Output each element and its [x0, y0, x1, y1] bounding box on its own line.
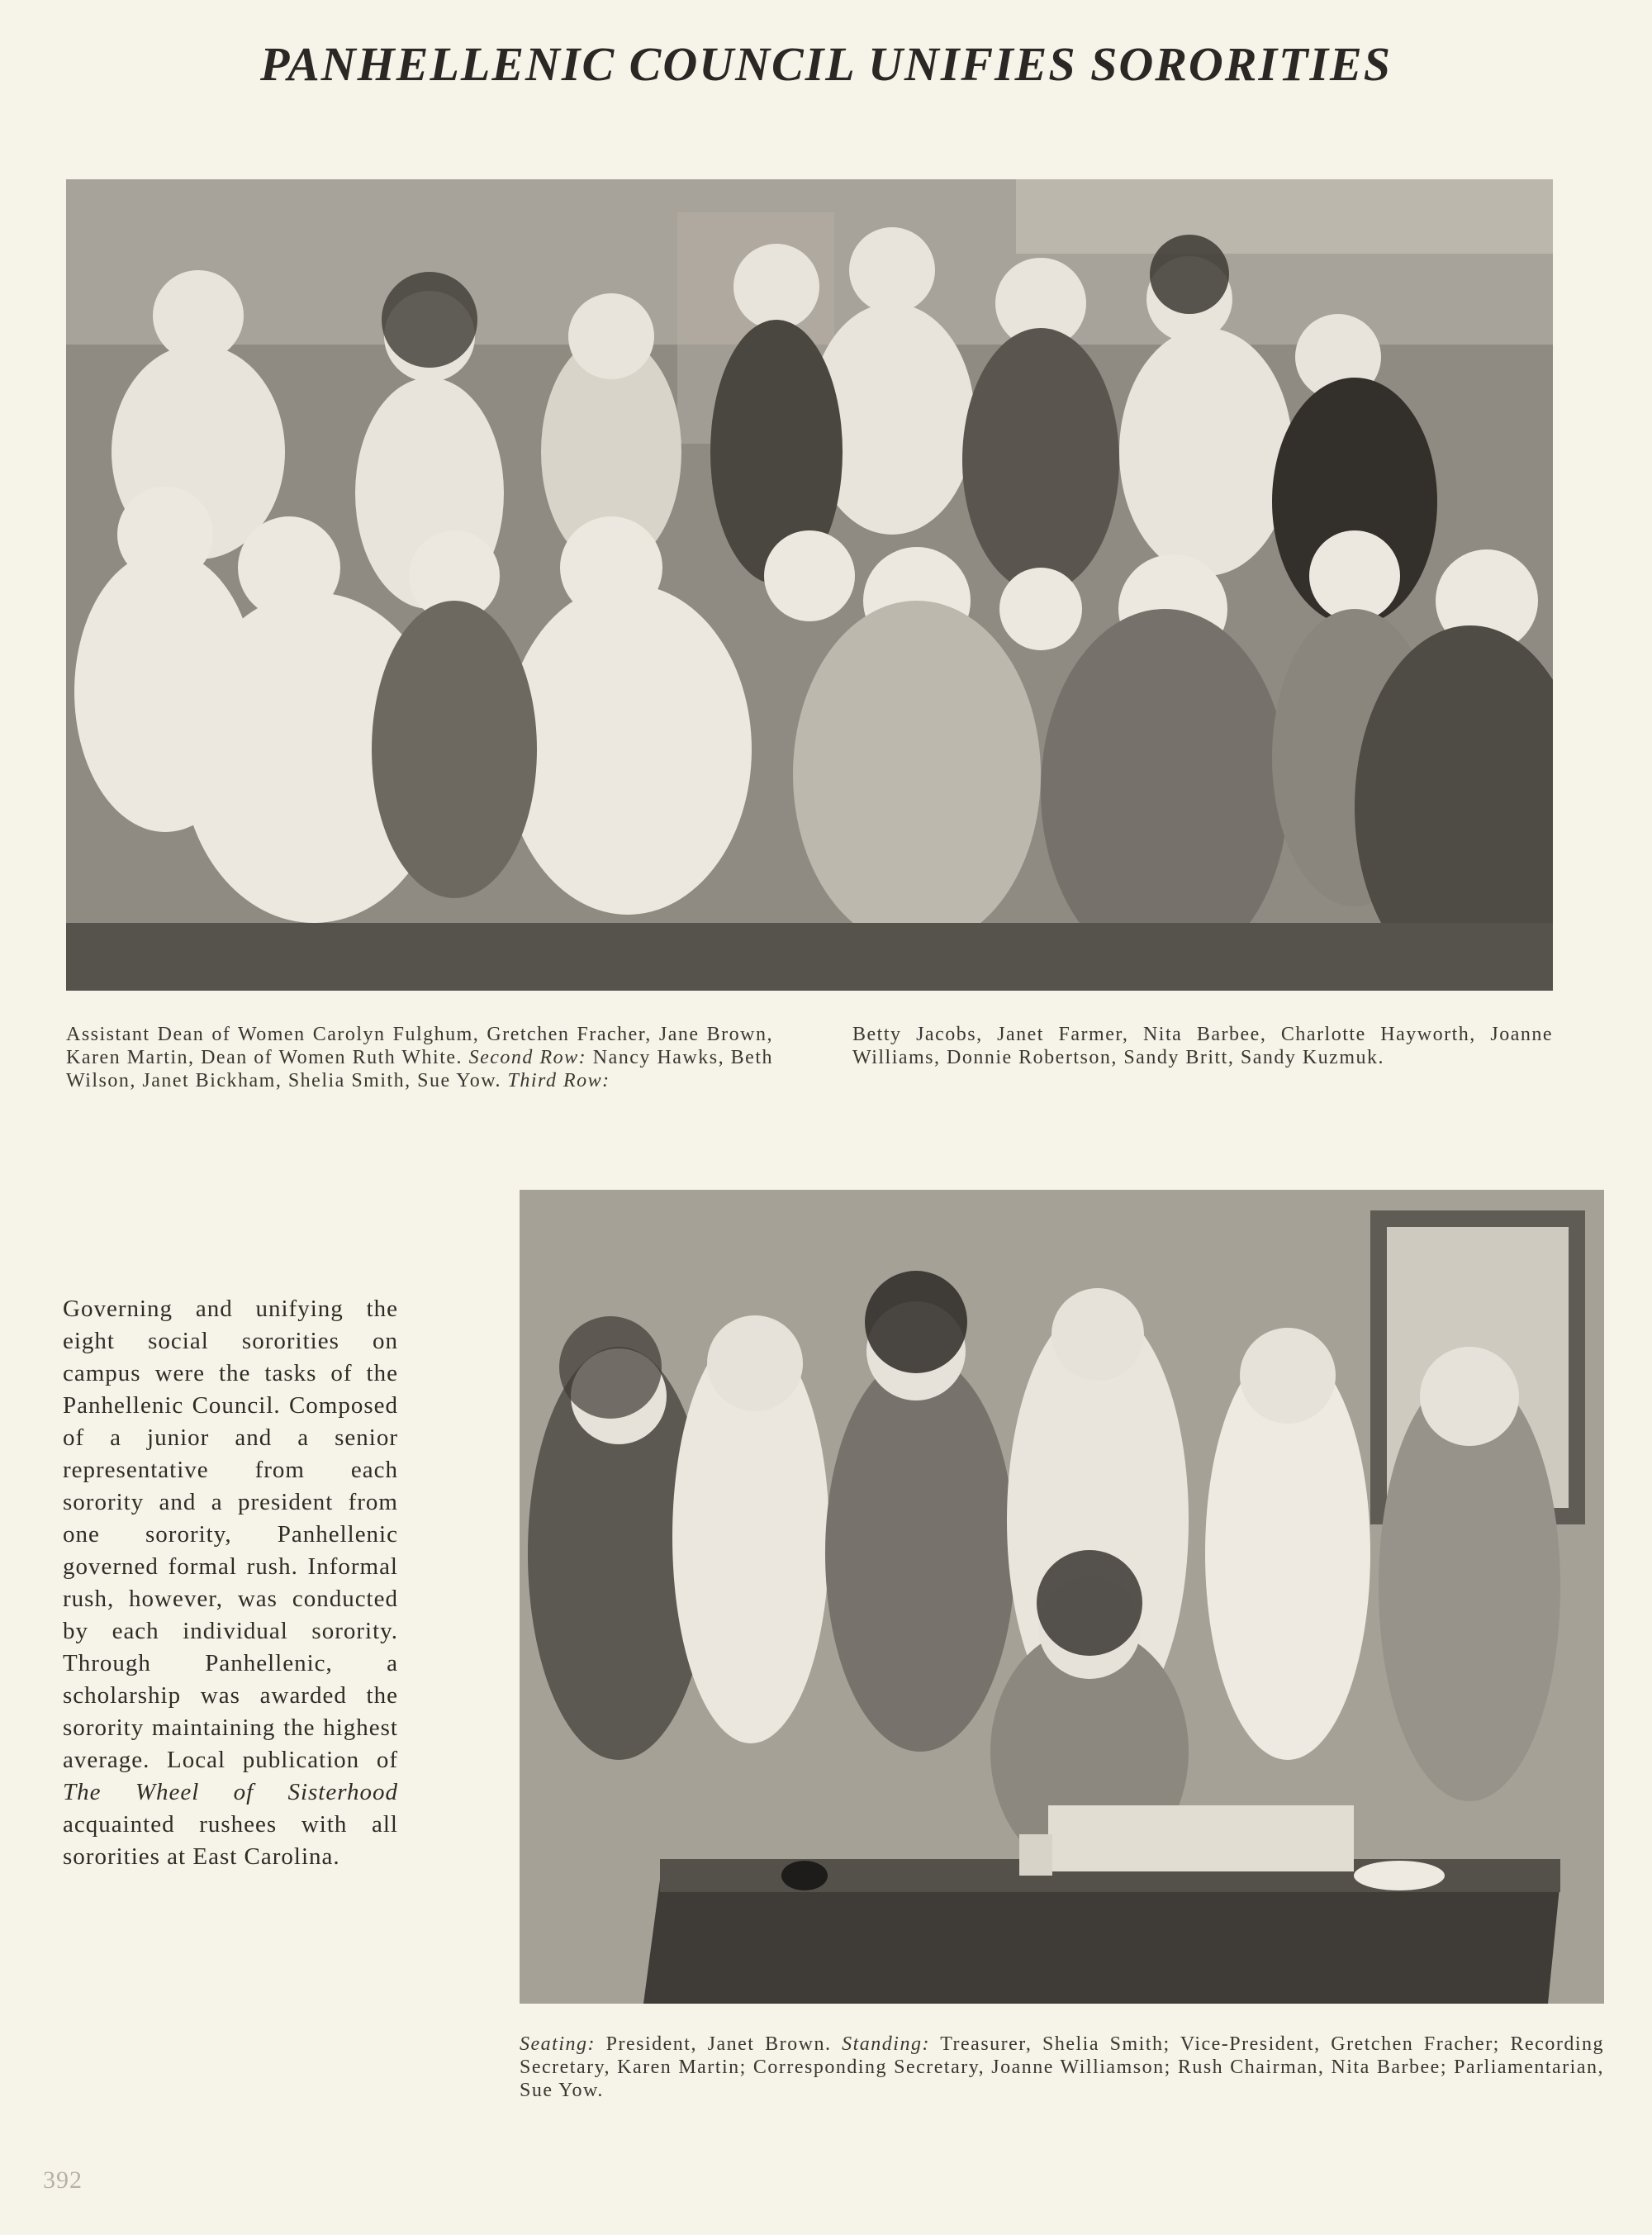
caption-label: Seating:: [520, 2033, 596, 2055]
page-number: 392: [43, 2166, 83, 2194]
caption-text: Assistant Dean of Women Carolyn Fulghum, Gretchen Fracher, Jane Brown, Karen Martin, Dean of Women Ruth White.: [66, 1024, 773, 1068]
officers-photo-caption: [520, 2033, 1604, 2102]
body-text: acquainted rushees with all sororities at East Carolina.: [63, 1811, 398, 1870]
group-photo-caption-right: Betty Jacobs, Janet Farmer, Nita Barbee, Charlotte Hayworth, Joanne Williams, Donnie Robertson, Sandy Britt, Sandy Kuzmuk.: [852, 1024, 1553, 1068]
caption-text: President, Janet Brown.: [595, 2033, 843, 2055]
row-label: Second Row:: [468, 1047, 587, 1068]
publication-title: The Wheel of Sisterhood: [63, 1779, 398, 1805]
article-body: [63, 1293, 398, 1873]
body-text: Governing and unifying the eight social sororities on campus were the tasks of the Panhellenic Council. Composed of a junior and a senior representative from each sorority and a president from one sorority, Panhellenic governed formal rush. Informal rush, however, was conducted by each individual sorority. Through Panhellenic, a scholarship was awarded the sorority maintaining the highest average. Local publication of: [63, 1296, 398, 1773]
row-label: Third Row:: [507, 1070, 610, 1091]
group-photo: [66, 179, 1553, 991]
officers-photo: [520, 1190, 1604, 2004]
group-photo-caption-left: [66, 1023, 773, 1092]
page-title: PANHELLENIC COUNCIL UNIFIES SORORITIES: [259, 37, 1392, 91]
caption-text: Treasurer, Shelia Smith; Vice-President, Gretchen Fracher; Recording Secretary, Karen Martin; Corresponding Secretary, Joanne Williamson; Rush Chairman, Nita Barbee; Parliamentarian, Sue Yow.: [520, 2033, 1604, 2101]
caption-label: Standing:: [842, 2033, 930, 2055]
caption-text: Nancy Hawks, Beth Wilson, Janet Bickham, Shelia Smith, Sue Yow.: [66, 1047, 774, 1091]
